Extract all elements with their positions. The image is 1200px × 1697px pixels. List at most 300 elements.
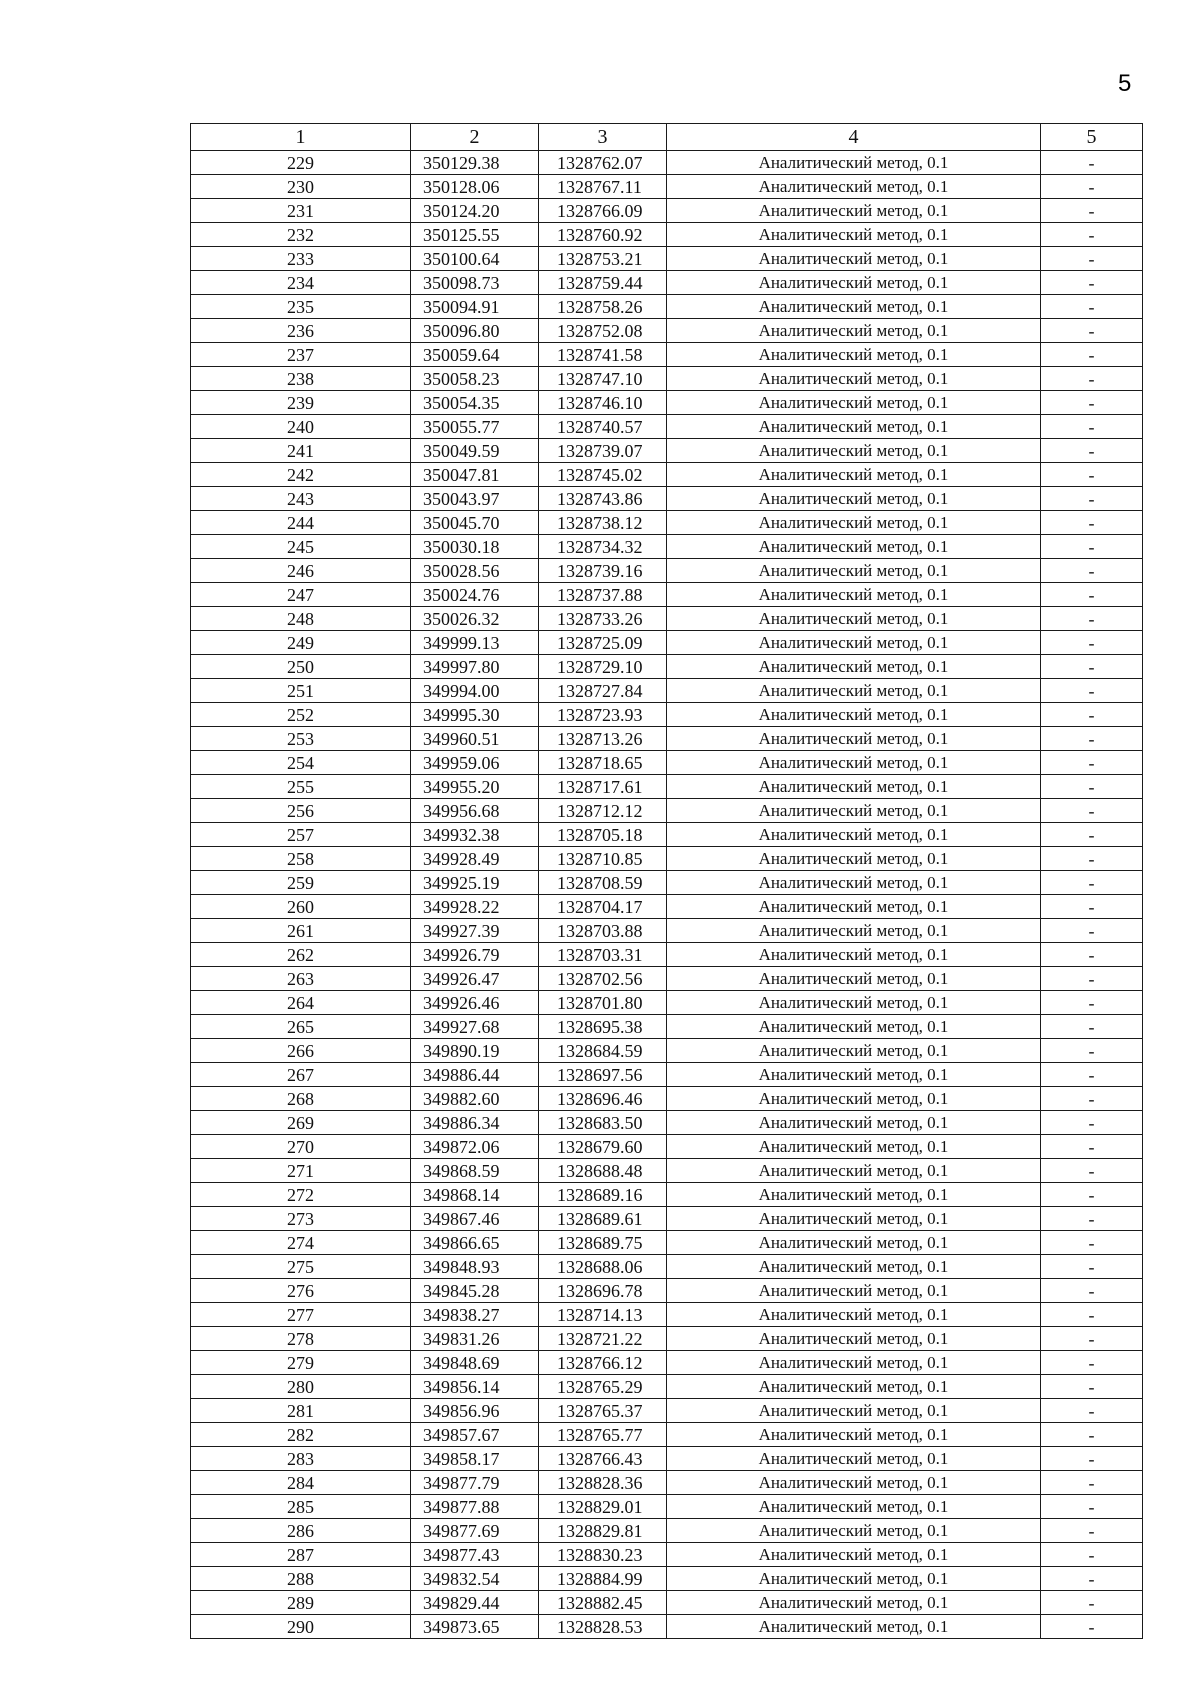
method-accuracy-cell: Аналитический метод, 0.1 [667, 1279, 1041, 1303]
x-coordinate-cell: 349886.34 [411, 1111, 539, 1135]
y-coordinate-cell: 1328717.61 [539, 775, 667, 799]
note-cell: - [1041, 871, 1143, 895]
table-row [191, 631, 1143, 655]
table-row [191, 1615, 1143, 1639]
y-coordinate-cell: 1328829.01 [539, 1495, 667, 1519]
y-coordinate-cell: 1328723.93 [539, 703, 667, 727]
table-row [191, 1303, 1143, 1327]
method-accuracy-cell: Аналитический метод, 0.1 [667, 607, 1041, 631]
table-row [191, 223, 1143, 247]
point-number-cell: 249 [191, 631, 411, 655]
note-cell: - [1041, 151, 1143, 175]
note-cell: - [1041, 367, 1143, 391]
x-coordinate-cell: 349877.69 [411, 1519, 539, 1543]
table-row [191, 703, 1143, 727]
x-coordinate-cell: 349927.39 [411, 919, 539, 943]
table-row [191, 559, 1143, 583]
note-cell: - [1041, 631, 1143, 655]
point-number-cell: 252 [191, 703, 411, 727]
table-row [191, 1327, 1143, 1351]
point-number-cell: 240 [191, 415, 411, 439]
y-coordinate-cell: 1328689.75 [539, 1231, 667, 1255]
method-accuracy-cell: Аналитический метод, 0.1 [667, 1087, 1041, 1111]
point-number-cell: 251 [191, 679, 411, 703]
method-accuracy-cell: Аналитический метод, 0.1 [667, 1447, 1041, 1471]
x-coordinate-cell: 349838.27 [411, 1303, 539, 1327]
note-cell: - [1041, 319, 1143, 343]
method-accuracy-cell: Аналитический метод, 0.1 [667, 991, 1041, 1015]
y-coordinate-cell: 1328725.09 [539, 631, 667, 655]
point-number-cell: 267 [191, 1063, 411, 1087]
method-accuracy-cell: Аналитический метод, 0.1 [667, 1183, 1041, 1207]
x-coordinate-cell: 349927.68 [411, 1015, 539, 1039]
coordinates-table [190, 123, 1143, 1639]
y-coordinate-cell: 1328684.59 [539, 1039, 667, 1063]
note-cell: - [1041, 1615, 1143, 1639]
note-cell: - [1041, 1015, 1143, 1039]
note-cell: - [1041, 1039, 1143, 1063]
note-cell: - [1041, 391, 1143, 415]
y-coordinate-cell: 1328713.26 [539, 727, 667, 751]
y-coordinate-cell: 1328739.07 [539, 439, 667, 463]
y-coordinate-cell: 1328882.45 [539, 1591, 667, 1615]
table-row [191, 1231, 1143, 1255]
point-number-cell: 254 [191, 751, 411, 775]
note-cell: - [1041, 919, 1143, 943]
x-coordinate-cell: 350059.64 [411, 343, 539, 367]
y-coordinate-cell: 1328714.13 [539, 1303, 667, 1327]
y-coordinate-cell: 1328703.31 [539, 943, 667, 967]
x-coordinate-cell: 349925.19 [411, 871, 539, 895]
table-row [191, 1279, 1143, 1303]
x-coordinate-cell: 349866.65 [411, 1231, 539, 1255]
table-row [191, 1207, 1143, 1231]
y-coordinate-cell: 1328702.56 [539, 967, 667, 991]
x-coordinate-cell: 350024.76 [411, 583, 539, 607]
y-coordinate-cell: 1328830.23 [539, 1543, 667, 1567]
point-number-cell: 261 [191, 919, 411, 943]
table-header [191, 124, 1143, 151]
x-coordinate-cell: 349932.38 [411, 823, 539, 847]
method-accuracy-cell: Аналитический метод, 0.1 [667, 871, 1041, 895]
point-number-cell: 242 [191, 463, 411, 487]
x-coordinate-cell: 349857.67 [411, 1423, 539, 1447]
y-coordinate-cell: 1328828.53 [539, 1615, 667, 1639]
method-accuracy-cell: Аналитический метод, 0.1 [667, 511, 1041, 535]
table-row [191, 535, 1143, 559]
point-number-cell: 244 [191, 511, 411, 535]
x-coordinate-cell: 349994.00 [411, 679, 539, 703]
y-coordinate-cell: 1328743.86 [539, 487, 667, 511]
y-coordinate-cell: 1328740.57 [539, 415, 667, 439]
point-number-cell: 268 [191, 1087, 411, 1111]
table-row [191, 871, 1143, 895]
y-coordinate-cell: 1328828.36 [539, 1471, 667, 1495]
table-row [191, 367, 1143, 391]
method-accuracy-cell: Аналитический метод, 0.1 [667, 343, 1041, 367]
note-cell: - [1041, 727, 1143, 751]
y-coordinate-cell: 1328734.32 [539, 535, 667, 559]
point-number-cell: 284 [191, 1471, 411, 1495]
method-accuracy-cell: Аналитический метод, 0.1 [667, 727, 1041, 751]
x-coordinate-cell: 349848.69 [411, 1351, 539, 1375]
table-row [191, 1015, 1143, 1039]
y-coordinate-cell: 1328727.84 [539, 679, 667, 703]
note-cell: - [1041, 535, 1143, 559]
method-accuracy-cell: Аналитический метод, 0.1 [667, 1063, 1041, 1087]
x-coordinate-cell: 349928.22 [411, 895, 539, 919]
method-accuracy-cell: Аналитический метод, 0.1 [667, 895, 1041, 919]
y-coordinate-cell: 1328753.21 [539, 247, 667, 271]
x-coordinate-cell: 349877.79 [411, 1471, 539, 1495]
y-coordinate-cell: 1328765.29 [539, 1375, 667, 1399]
method-accuracy-cell: Аналитический метод, 0.1 [667, 631, 1041, 655]
point-number-cell: 239 [191, 391, 411, 415]
y-coordinate-cell: 1328737.88 [539, 583, 667, 607]
x-coordinate-cell: 350124.20 [411, 199, 539, 223]
point-number-cell: 269 [191, 1111, 411, 1135]
y-coordinate-cell: 1328710.85 [539, 847, 667, 871]
table-row [191, 799, 1143, 823]
note-cell: - [1041, 967, 1143, 991]
y-coordinate-cell: 1328766.09 [539, 199, 667, 223]
note-cell: - [1041, 1279, 1143, 1303]
table-row [191, 1255, 1143, 1279]
table-row [191, 343, 1143, 367]
y-coordinate-cell: 1328721.22 [539, 1327, 667, 1351]
note-cell: - [1041, 199, 1143, 223]
column-header-1: 1 [191, 124, 411, 151]
y-coordinate-cell: 1328766.12 [539, 1351, 667, 1375]
method-accuracy-cell: Аналитический метод, 0.1 [667, 1015, 1041, 1039]
x-coordinate-cell: 350125.55 [411, 223, 539, 247]
table-row [191, 823, 1143, 847]
x-coordinate-cell: 350054.35 [411, 391, 539, 415]
method-accuracy-cell: Аналитический метод, 0.1 [667, 1207, 1041, 1231]
point-number-cell: 243 [191, 487, 411, 511]
table-row [191, 511, 1143, 535]
x-coordinate-cell: 350129.38 [411, 151, 539, 175]
note-cell: - [1041, 775, 1143, 799]
method-accuracy-cell: Аналитический метод, 0.1 [667, 1111, 1041, 1135]
x-coordinate-cell: 349959.06 [411, 751, 539, 775]
y-coordinate-cell: 1328718.65 [539, 751, 667, 775]
note-cell: - [1041, 175, 1143, 199]
point-number-cell: 230 [191, 175, 411, 199]
method-accuracy-cell: Аналитический метод, 0.1 [667, 967, 1041, 991]
point-number-cell: 287 [191, 1543, 411, 1567]
y-coordinate-cell: 1328695.38 [539, 1015, 667, 1039]
note-cell: - [1041, 991, 1143, 1015]
table-row [191, 607, 1143, 631]
point-number-cell: 278 [191, 1327, 411, 1351]
x-coordinate-cell: 349882.60 [411, 1087, 539, 1111]
point-number-cell: 289 [191, 1591, 411, 1615]
x-coordinate-cell: 349848.93 [411, 1255, 539, 1279]
point-number-cell: 234 [191, 271, 411, 295]
note-cell: - [1041, 823, 1143, 847]
x-coordinate-cell: 350028.56 [411, 559, 539, 583]
note-cell: - [1041, 1135, 1143, 1159]
x-coordinate-cell: 349928.49 [411, 847, 539, 871]
y-coordinate-cell: 1328741.58 [539, 343, 667, 367]
point-number-cell: 272 [191, 1183, 411, 1207]
note-cell: - [1041, 223, 1143, 247]
method-accuracy-cell: Аналитический метод, 0.1 [667, 1159, 1041, 1183]
note-cell: - [1041, 1567, 1143, 1591]
x-coordinate-cell: 349856.14 [411, 1375, 539, 1399]
method-accuracy-cell: Аналитический метод, 0.1 [667, 319, 1041, 343]
note-cell: - [1041, 463, 1143, 487]
x-coordinate-cell: 350026.32 [411, 607, 539, 631]
note-cell: - [1041, 751, 1143, 775]
note-cell: - [1041, 1183, 1143, 1207]
y-coordinate-cell: 1328703.88 [539, 919, 667, 943]
point-number-cell: 229 [191, 151, 411, 175]
point-number-cell: 275 [191, 1255, 411, 1279]
point-number-cell: 276 [191, 1279, 411, 1303]
method-accuracy-cell: Аналитический метод, 0.1 [667, 463, 1041, 487]
note-cell: - [1041, 583, 1143, 607]
note-cell: - [1041, 895, 1143, 919]
column-header-4: 4 [667, 124, 1041, 151]
table-row [191, 967, 1143, 991]
x-coordinate-cell: 349829.44 [411, 1591, 539, 1615]
point-number-cell: 279 [191, 1351, 411, 1375]
method-accuracy-cell: Аналитический метод, 0.1 [667, 1471, 1041, 1495]
y-coordinate-cell: 1328747.10 [539, 367, 667, 391]
table-row [191, 895, 1143, 919]
note-cell: - [1041, 1495, 1143, 1519]
y-coordinate-cell: 1328683.50 [539, 1111, 667, 1135]
table-row [191, 775, 1143, 799]
page-number: 5 [1118, 70, 1132, 97]
table-row [191, 1519, 1143, 1543]
table-row [191, 1471, 1143, 1495]
y-coordinate-cell: 1328712.12 [539, 799, 667, 823]
table-row [191, 247, 1143, 271]
note-cell: - [1041, 1471, 1143, 1495]
table-row [191, 1591, 1143, 1615]
table-row [191, 1399, 1143, 1423]
x-coordinate-cell: 350098.73 [411, 271, 539, 295]
y-coordinate-cell: 1328733.26 [539, 607, 667, 631]
y-coordinate-cell: 1328705.18 [539, 823, 667, 847]
table-row [191, 1567, 1143, 1591]
table-row [191, 1135, 1143, 1159]
point-number-cell: 283 [191, 1447, 411, 1471]
y-coordinate-cell: 1328739.16 [539, 559, 667, 583]
point-number-cell: 259 [191, 871, 411, 895]
x-coordinate-cell: 350030.18 [411, 535, 539, 559]
point-number-cell: 255 [191, 775, 411, 799]
table-row [191, 847, 1143, 871]
x-coordinate-cell: 350045.70 [411, 511, 539, 535]
point-number-cell: 265 [191, 1015, 411, 1039]
note-cell: - [1041, 703, 1143, 727]
table-row [191, 751, 1143, 775]
note-cell: - [1041, 1255, 1143, 1279]
table-row [191, 1375, 1143, 1399]
method-accuracy-cell: Аналитический метод, 0.1 [667, 151, 1041, 175]
x-coordinate-cell: 349955.20 [411, 775, 539, 799]
y-coordinate-cell: 1328688.48 [539, 1159, 667, 1183]
x-coordinate-cell: 349926.47 [411, 967, 539, 991]
y-coordinate-cell: 1328696.46 [539, 1087, 667, 1111]
x-coordinate-cell: 349872.06 [411, 1135, 539, 1159]
y-coordinate-cell: 1328688.06 [539, 1255, 667, 1279]
point-number-cell: 241 [191, 439, 411, 463]
x-coordinate-cell: 349886.44 [411, 1063, 539, 1087]
y-coordinate-cell: 1328758.26 [539, 295, 667, 319]
x-coordinate-cell: 350094.91 [411, 295, 539, 319]
method-accuracy-cell: Аналитический метод, 0.1 [667, 751, 1041, 775]
method-accuracy-cell: Аналитический метод, 0.1 [667, 1519, 1041, 1543]
point-number-cell: 256 [191, 799, 411, 823]
method-accuracy-cell: Аналитический метод, 0.1 [667, 1039, 1041, 1063]
point-number-cell: 270 [191, 1135, 411, 1159]
method-accuracy-cell: Аналитический метод, 0.1 [667, 391, 1041, 415]
point-number-cell: 236 [191, 319, 411, 343]
table-row [191, 391, 1143, 415]
y-coordinate-cell: 1328729.10 [539, 655, 667, 679]
table-row [191, 415, 1143, 439]
table-row [191, 1447, 1143, 1471]
table-row [191, 1543, 1143, 1567]
y-coordinate-cell: 1328884.99 [539, 1567, 667, 1591]
table-row [191, 1159, 1143, 1183]
table-row [191, 1039, 1143, 1063]
coordinates-table-container [190, 123, 1142, 1639]
note-cell: - [1041, 1303, 1143, 1327]
table-row [191, 175, 1143, 199]
x-coordinate-cell: 349832.54 [411, 1567, 539, 1591]
point-number-cell: 262 [191, 943, 411, 967]
point-number-cell: 247 [191, 583, 411, 607]
note-cell: - [1041, 295, 1143, 319]
y-coordinate-cell: 1328765.77 [539, 1423, 667, 1447]
method-accuracy-cell: Аналитический метод, 0.1 [667, 943, 1041, 967]
method-accuracy-cell: Аналитический метод, 0.1 [667, 919, 1041, 943]
point-number-cell: 246 [191, 559, 411, 583]
table-row [191, 1063, 1143, 1087]
header-row [191, 124, 1143, 151]
note-cell: - [1041, 1159, 1143, 1183]
x-coordinate-cell: 349831.26 [411, 1327, 539, 1351]
point-number-cell: 290 [191, 1615, 411, 1639]
y-coordinate-cell: 1328701.80 [539, 991, 667, 1015]
y-coordinate-cell: 1328766.43 [539, 1447, 667, 1471]
method-accuracy-cell: Аналитический метод, 0.1 [667, 655, 1041, 679]
table-row [191, 151, 1143, 175]
y-coordinate-cell: 1328829.81 [539, 1519, 667, 1543]
note-cell: - [1041, 1423, 1143, 1447]
point-number-cell: 257 [191, 823, 411, 847]
method-accuracy-cell: Аналитический метод, 0.1 [667, 823, 1041, 847]
x-coordinate-cell: 349845.28 [411, 1279, 539, 1303]
note-cell: - [1041, 439, 1143, 463]
y-coordinate-cell: 1328745.02 [539, 463, 667, 487]
x-coordinate-cell: 350100.64 [411, 247, 539, 271]
method-accuracy-cell: Аналитический метод, 0.1 [667, 271, 1041, 295]
x-coordinate-cell: 349926.46 [411, 991, 539, 1015]
point-number-cell: 286 [191, 1519, 411, 1543]
note-cell: - [1041, 1087, 1143, 1111]
note-cell: - [1041, 1591, 1143, 1615]
method-accuracy-cell: Аналитический метод, 0.1 [667, 559, 1041, 583]
method-accuracy-cell: Аналитический метод, 0.1 [667, 415, 1041, 439]
x-coordinate-cell: 350047.81 [411, 463, 539, 487]
x-coordinate-cell: 350096.80 [411, 319, 539, 343]
table-row [191, 991, 1143, 1015]
point-number-cell: 231 [191, 199, 411, 223]
point-number-cell: 245 [191, 535, 411, 559]
table-row [191, 1423, 1143, 1447]
x-coordinate-cell: 349890.19 [411, 1039, 539, 1063]
method-accuracy-cell: Аналитический метод, 0.1 [667, 583, 1041, 607]
note-cell: - [1041, 271, 1143, 295]
x-coordinate-cell: 350128.06 [411, 175, 539, 199]
x-coordinate-cell: 349956.68 [411, 799, 539, 823]
table-row [191, 1495, 1143, 1519]
note-cell: - [1041, 943, 1143, 967]
method-accuracy-cell: Аналитический метод, 0.1 [667, 799, 1041, 823]
point-number-cell: 266 [191, 1039, 411, 1063]
column-header-2: 2 [411, 124, 539, 151]
point-number-cell: 258 [191, 847, 411, 871]
point-number-cell: 280 [191, 1375, 411, 1399]
note-cell: - [1041, 1231, 1143, 1255]
x-coordinate-cell: 349926.79 [411, 943, 539, 967]
point-number-cell: 281 [191, 1399, 411, 1423]
note-cell: - [1041, 1207, 1143, 1231]
method-accuracy-cell: Аналитический метод, 0.1 [667, 199, 1041, 223]
y-coordinate-cell: 1328767.11 [539, 175, 667, 199]
x-coordinate-cell: 349868.14 [411, 1183, 539, 1207]
y-coordinate-cell: 1328689.16 [539, 1183, 667, 1207]
method-accuracy-cell: Аналитический метод, 0.1 [667, 775, 1041, 799]
table-row [191, 1087, 1143, 1111]
point-number-cell: 232 [191, 223, 411, 247]
x-coordinate-cell: 349960.51 [411, 727, 539, 751]
x-coordinate-cell: 350055.77 [411, 415, 539, 439]
y-coordinate-cell: 1328752.08 [539, 319, 667, 343]
y-coordinate-cell: 1328689.61 [539, 1207, 667, 1231]
x-coordinate-cell: 350058.23 [411, 367, 539, 391]
point-number-cell: 237 [191, 343, 411, 367]
note-cell: - [1041, 1351, 1143, 1375]
method-accuracy-cell: Аналитический метод, 0.1 [667, 1303, 1041, 1327]
method-accuracy-cell: Аналитический метод, 0.1 [667, 847, 1041, 871]
table-row [191, 319, 1143, 343]
note-cell: - [1041, 607, 1143, 631]
note-cell: - [1041, 487, 1143, 511]
point-number-cell: 248 [191, 607, 411, 631]
method-accuracy-cell: Аналитический метод, 0.1 [667, 1231, 1041, 1255]
x-coordinate-cell: 350043.97 [411, 487, 539, 511]
method-accuracy-cell: Аналитический метод, 0.1 [667, 1399, 1041, 1423]
note-cell: - [1041, 1375, 1143, 1399]
column-header-3: 3 [539, 124, 667, 151]
x-coordinate-cell: 349858.17 [411, 1447, 539, 1471]
method-accuracy-cell: Аналитический метод, 0.1 [667, 295, 1041, 319]
point-number-cell: 260 [191, 895, 411, 919]
table-row [191, 583, 1143, 607]
method-accuracy-cell: Аналитический метод, 0.1 [667, 1615, 1041, 1639]
method-accuracy-cell: Аналитический метод, 0.1 [667, 1591, 1041, 1615]
method-accuracy-cell: Аналитический метод, 0.1 [667, 247, 1041, 271]
table-row [191, 271, 1143, 295]
